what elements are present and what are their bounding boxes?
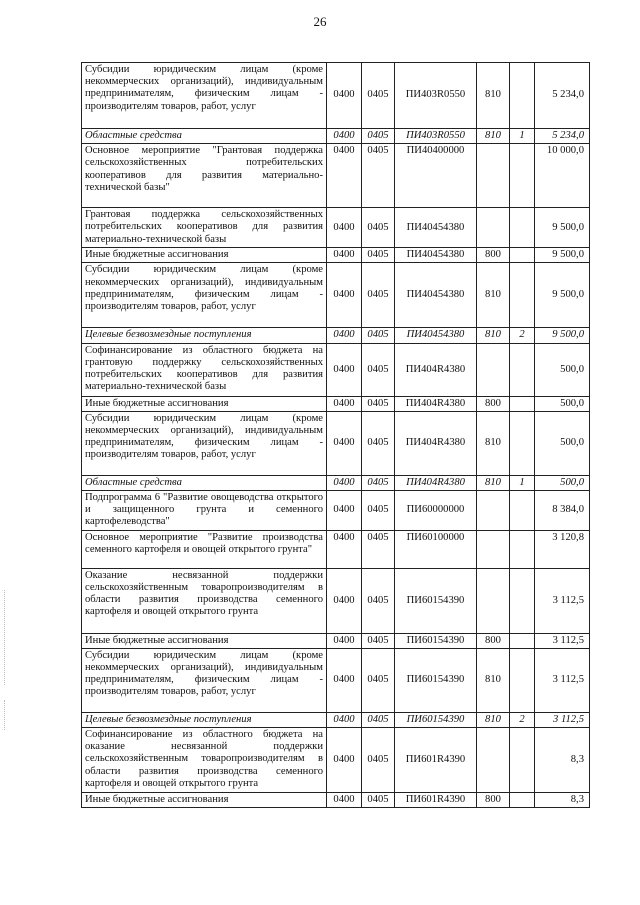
table-row <box>82 343 590 396</box>
cell-subsection: 0405 <box>362 491 395 531</box>
cell-name: Субсидии юридическим лицам (кроме некоммерческих организаций), индивидуальным предпринимателям, физическим лицам - производителям товаров, работ, услуг <box>82 63 327 129</box>
cell-expense-type: 800 <box>477 248 510 263</box>
cell-expense-type: 810 <box>477 63 510 129</box>
cell-funding-source <box>510 568 535 633</box>
cell-expense-type <box>477 343 510 396</box>
table-row <box>82 530 590 568</box>
cell-amount: 10 000,0 <box>535 144 590 208</box>
margin-mark <box>4 590 6 685</box>
cell-expense-type: 800 <box>477 633 510 648</box>
cell-section: 0400 <box>327 411 362 475</box>
cell-name: Софинансирование из областного бюджета на грантовую поддержку сельскохозяйственных потребительских кооперативов для развития материально-технической базы <box>82 343 327 396</box>
cell-target-article: ПИ404R4380 <box>395 396 477 411</box>
cell-subsection: 0405 <box>362 411 395 475</box>
cell-amount: 3 112,5 <box>535 633 590 648</box>
cell-target-article: ПИ60154390 <box>395 633 477 648</box>
cell-funding-source <box>510 728 535 793</box>
cell-amount: 8 384,0 <box>535 491 590 531</box>
cell-funding-source <box>510 491 535 531</box>
cell-section: 0400 <box>327 328 362 343</box>
cell-subsection: 0405 <box>362 648 395 712</box>
cell-amount: 3 112,5 <box>535 712 590 727</box>
table-row <box>82 129 590 144</box>
cell-target-article: ПИ404R4380 <box>395 343 477 396</box>
page-number: 26 <box>313 14 327 29</box>
cell-funding-source: 2 <box>510 712 535 727</box>
table-body <box>82 63 590 808</box>
cell-amount: 8,3 <box>535 728 590 793</box>
cell-name: Иные бюджетные ассигнования <box>82 396 327 411</box>
cell-amount: 3 112,5 <box>535 648 590 712</box>
cell-target-article: ПИ403R0550 <box>395 63 477 129</box>
cell-section: 0400 <box>327 208 362 248</box>
cell-target-article: ПИ601R4390 <box>395 793 477 808</box>
cell-section: 0400 <box>327 343 362 396</box>
cell-subsection: 0405 <box>362 129 395 144</box>
cell-amount: 8,3 <box>535 793 590 808</box>
cell-amount: 9 500,0 <box>535 263 590 328</box>
cell-target-article: ПИ40454380 <box>395 208 477 248</box>
cell-section: 0400 <box>327 248 362 263</box>
cell-funding-source <box>510 144 535 208</box>
cell-expense-type: 810 <box>477 263 510 328</box>
cell-name: Грантовая поддержка сельскохозяйственных потребительских кооперативов для развития материально-технической базы <box>82 208 327 248</box>
table-row <box>82 328 590 343</box>
cell-amount: 9 500,0 <box>535 248 590 263</box>
cell-target-article: ПИ40454380 <box>395 328 477 343</box>
cell-amount: 500,0 <box>535 475 590 490</box>
cell-target-article: ПИ403R0550 <box>395 129 477 144</box>
cell-subsection: 0405 <box>362 633 395 648</box>
cell-funding-source: 1 <box>510 475 535 490</box>
table-row <box>82 411 590 475</box>
cell-subsection: 0405 <box>362 568 395 633</box>
cell-subsection: 0405 <box>362 396 395 411</box>
table-row <box>82 144 590 208</box>
cell-subsection: 0405 <box>362 530 395 568</box>
cell-subsection: 0405 <box>362 712 395 727</box>
cell-subsection: 0405 <box>362 328 395 343</box>
cell-section: 0400 <box>327 728 362 793</box>
cell-expense-type: 810 <box>477 411 510 475</box>
cell-amount: 500,0 <box>535 411 590 475</box>
cell-expense-type: 800 <box>477 793 510 808</box>
margin-mark <box>4 700 6 730</box>
cell-subsection: 0405 <box>362 728 395 793</box>
cell-expense-type: 810 <box>477 648 510 712</box>
cell-section: 0400 <box>327 144 362 208</box>
table-row <box>82 208 590 248</box>
cell-funding-source <box>510 411 535 475</box>
cell-subsection: 0405 <box>362 248 395 263</box>
cell-name: Софинансирование из областного бюджета на оказание несвязанной поддержки сельскохозяйственным товаропроизводителям в области развития производства семенного картофеля и овощей открытого грунта <box>82 728 327 793</box>
table-row <box>82 396 590 411</box>
cell-expense-type <box>477 144 510 208</box>
cell-target-article: ПИ404R4380 <box>395 475 477 490</box>
table-row <box>82 248 590 263</box>
cell-funding-source <box>510 248 535 263</box>
cell-name: Основное мероприятие "Развитие производства семенного картофеля и овощей открытого грунта" <box>82 530 327 568</box>
cell-amount: 3 120,8 <box>535 530 590 568</box>
table-row <box>82 648 590 712</box>
cell-amount: 500,0 <box>535 396 590 411</box>
cell-expense-type <box>477 530 510 568</box>
budget-allocation-table <box>81 62 590 808</box>
cell-target-article: ПИ40454380 <box>395 263 477 328</box>
cell-target-article: ПИ40454380 <box>395 248 477 263</box>
cell-subsection: 0405 <box>362 208 395 248</box>
table-row <box>82 491 590 531</box>
cell-section: 0400 <box>327 530 362 568</box>
cell-name: Иные бюджетные ассигнования <box>82 633 327 648</box>
cell-target-article: ПИ601R4390 <box>395 728 477 793</box>
cell-amount: 9 500,0 <box>535 208 590 248</box>
cell-funding-source <box>510 530 535 568</box>
cell-target-article: ПИ60100000 <box>395 530 477 568</box>
cell-target-article: ПИ60154390 <box>395 568 477 633</box>
cell-funding-source <box>510 63 535 129</box>
cell-expense-type: 810 <box>477 129 510 144</box>
cell-funding-source <box>510 793 535 808</box>
cell-funding-source: 2 <box>510 328 535 343</box>
cell-section: 0400 <box>327 396 362 411</box>
cell-section: 0400 <box>327 63 362 129</box>
cell-name: Подпрограмма 6 "Развитие овощеводства открытого и защищенного грунта и семенного картофелеводства" <box>82 491 327 531</box>
table-row <box>82 712 590 727</box>
cell-subsection: 0405 <box>362 475 395 490</box>
cell-funding-source <box>510 633 535 648</box>
table-row <box>82 63 590 129</box>
cell-name: Субсидии юридическим лицам (кроме некоммерческих организаций), индивидуальным предпринимателям, физическим лицам - производителям товаров, работ, услуг <box>82 648 327 712</box>
cell-expense-type: 810 <box>477 712 510 727</box>
cell-subsection: 0405 <box>362 63 395 129</box>
cell-amount: 3 112,5 <box>535 568 590 633</box>
cell-name: Областные средства <box>82 475 327 490</box>
cell-funding-source <box>510 648 535 712</box>
cell-subsection: 0405 <box>362 343 395 396</box>
table-row <box>82 633 590 648</box>
cell-section: 0400 <box>327 475 362 490</box>
cell-section: 0400 <box>327 648 362 712</box>
cell-funding-source <box>510 208 535 248</box>
cell-name: Целевые безвозмездные поступления <box>82 712 327 727</box>
cell-expense-type: 810 <box>477 475 510 490</box>
cell-section: 0400 <box>327 568 362 633</box>
cell-funding-source <box>510 343 535 396</box>
cell-expense-type <box>477 728 510 793</box>
table-row <box>82 728 590 793</box>
cell-section: 0400 <box>327 712 362 727</box>
cell-name: Оказание несвязанной поддержки сельскохозяйственным товаропроизводителям в области развития производства семенного картофеля и овощей открытого грунта <box>82 568 327 633</box>
table-row <box>82 793 590 808</box>
cell-section: 0400 <box>327 263 362 328</box>
cell-subsection: 0405 <box>362 144 395 208</box>
cell-amount: 9 500,0 <box>535 328 590 343</box>
cell-name: Областные средства <box>82 129 327 144</box>
cell-subsection: 0405 <box>362 263 395 328</box>
cell-name: Целевые безвозмездные поступления <box>82 328 327 343</box>
cell-amount: 5 234,0 <box>535 129 590 144</box>
cell-name: Субсидии юридическим лицам (кроме некоммерческих организаций), индивидуальным предпринимателям, физическим лицам - производителям товаров, работ, услуг <box>82 263 327 328</box>
cell-target-article: ПИ60154390 <box>395 648 477 712</box>
cell-target-article: ПИ60000000 <box>395 491 477 531</box>
cell-amount: 5 234,0 <box>535 63 590 129</box>
cell-expense-type: 800 <box>477 396 510 411</box>
cell-section: 0400 <box>327 129 362 144</box>
cell-target-article: ПИ404R4380 <box>395 411 477 475</box>
cell-name: Субсидии юридическим лицам (кроме некоммерческих организаций), индивидуальным предпринимателям, физическим лицам - производителям товаров, работ, услуг <box>82 411 327 475</box>
table-row <box>82 263 590 328</box>
cell-funding-source: 1 <box>510 129 535 144</box>
cell-expense-type <box>477 208 510 248</box>
cell-section: 0400 <box>327 491 362 531</box>
cell-subsection: 0405 <box>362 793 395 808</box>
cell-section: 0400 <box>327 793 362 808</box>
cell-name: Иные бюджетные ассигнования <box>82 248 327 263</box>
cell-expense-type <box>477 568 510 633</box>
cell-section: 0400 <box>327 633 362 648</box>
cell-expense-type: 810 <box>477 328 510 343</box>
cell-expense-type <box>477 491 510 531</box>
cell-target-article: ПИ60154390 <box>395 712 477 727</box>
cell-name: Иные бюджетные ассигнования <box>82 793 327 808</box>
cell-funding-source <box>510 396 535 411</box>
cell-target-article: ПИ40400000 <box>395 144 477 208</box>
table-row <box>82 568 590 633</box>
table-row <box>82 475 590 490</box>
cell-name: Основное мероприятие "Грантовая поддержка сельскохозяйственных потребительских кооперативов для развития материально-технической базы" <box>82 144 327 208</box>
cell-amount: 500,0 <box>535 343 590 396</box>
cell-funding-source <box>510 263 535 328</box>
